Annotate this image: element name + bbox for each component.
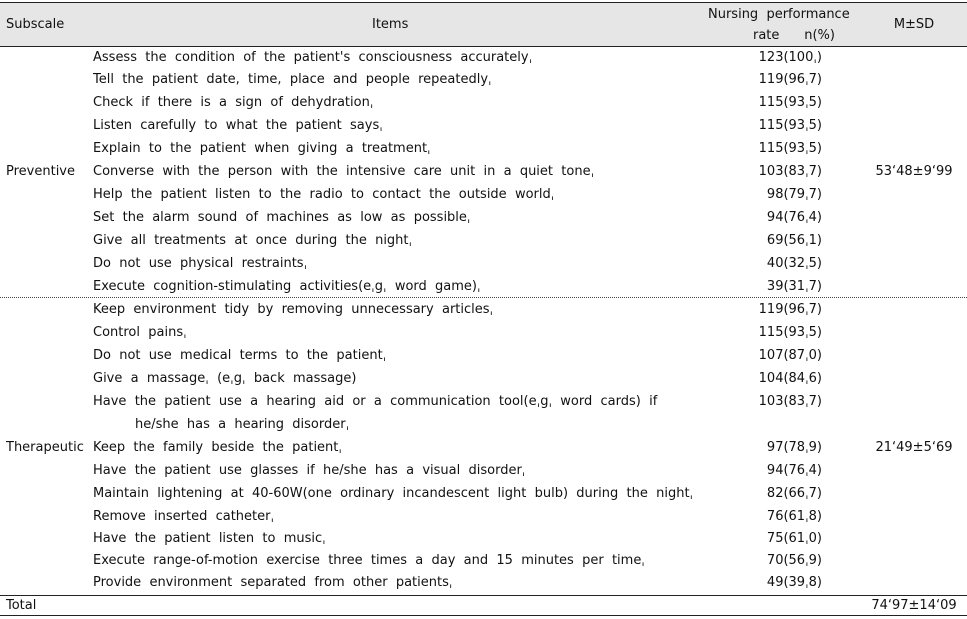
table-row-item: Give a massageˌ (eˌgˌ back massage)	[93, 371, 357, 386]
table-row-rate: 49(39ˌ8)	[766, 575, 822, 590]
table-row-rate: 97(78ˌ9)	[766, 440, 822, 455]
table-row-item-continuation: he/she has a hearing disorderˌ	[135, 417, 350, 432]
table-row-rate: 119(96ˌ7)	[758, 302, 822, 317]
table-row-rate: 69(56ˌ1)	[766, 233, 822, 248]
table-row-item: Assess the condition of the patient's consciousness accuratelyˌ	[93, 50, 533, 65]
table-row-item: Have the patient use glasses if he/she has a visual disorderˌ	[93, 463, 526, 478]
total-msd: 74‘97±14‘09	[871, 598, 957, 613]
table-row-item: Help the patient listen to the radio to contact the outside worldˌ	[93, 187, 555, 202]
table-row-rate: 98(79ˌ7)	[766, 187, 822, 202]
header-msd: M±SD	[893, 17, 935, 32]
therapeutic-msd: 21‘49±5‘69	[875, 440, 953, 455]
preventive-msd: 53‘48±9‘99	[875, 164, 953, 179]
table-row-item: Execute range-of-motion exercise three times a day and 15 minutes per timeˌ	[93, 553, 645, 568]
header-bottom-rule	[0, 46, 967, 47]
header-items: Items	[372, 17, 409, 32]
subscale-therapeutic: Therapeutic	[6, 440, 84, 455]
table-row-rate: 39(31ˌ7)	[766, 279, 822, 294]
table-row-item: Tell the patient date, time, place and people repeatedlyˌ	[93, 72, 492, 87]
table-row-rate: 107(87ˌ0)	[758, 348, 822, 363]
section-divider	[0, 297, 967, 298]
subscale-preventive: Preventive	[6, 164, 75, 179]
table-row-item: Have the patient listen to musicˌ	[93, 531, 326, 546]
table-row-item: Provide environment separated from other patientsˌ	[93, 575, 453, 590]
table-row-rate: 115(93ˌ5)	[758, 325, 822, 340]
table-row-item: Execute cognition-stimulating activities(eˌgˌ word game)ˌ	[93, 279, 481, 294]
table-row-item: Do not use medical terms to the patientˌ	[93, 348, 387, 363]
table-row-rate: 115(93ˌ5)	[758, 141, 822, 156]
table-row-item: Do not use physical restraintsˌ	[93, 256, 308, 271]
table-row-rate: 75(61ˌ0)	[766, 531, 822, 546]
table-row-item: Explain to the patient when giving a treatmentˌ	[93, 141, 431, 156]
table-row-rate: 119(96ˌ7)	[758, 72, 822, 87]
table-row-item: Control painsˌ	[93, 325, 187, 340]
table-row-rate: 82(66ˌ7)	[766, 486, 822, 501]
table-top-rule	[0, 2, 967, 3]
table-row-rate: 103(83ˌ7)	[758, 394, 822, 409]
table-row-item: Listen carefully to what the patient saysˌ	[93, 118, 383, 133]
table-row-item: Remove inserted catheterˌ	[93, 509, 275, 524]
table-row-item: Give all treatments at once during the nightˌ	[93, 233, 413, 248]
table-bottom-rule	[0, 615, 967, 616]
header-rate-line2: rate n(%)	[753, 28, 835, 43]
table-row-item: Keep the family beside the patientˌ	[93, 440, 342, 455]
table-row-rate: 40(32ˌ5)	[766, 256, 822, 271]
table-row-rate: 94(76ˌ4)	[766, 210, 822, 225]
table-row-item: Set the alarm sound of machines as low as possibleˌ	[93, 210, 471, 225]
table-row-item: Maintain lightening at 40-60W(one ordinary incandescent light bulb) during the nightˌ	[93, 486, 694, 501]
table-row-item: Check if there is a sign of dehydrationˌ	[93, 95, 374, 110]
table-row-rate: 104(84ˌ6)	[758, 371, 822, 386]
table-row-rate: 115(93ˌ5)	[758, 95, 822, 110]
table-row-rate: 70(56ˌ9)	[766, 553, 822, 568]
table-row-item: Have the patient use a hearing aid or a communication tool(eˌgˌ word cards) if	[93, 394, 658, 409]
header-subscale: Subscale	[6, 17, 65, 32]
table-row-rate: 76(61ˌ8)	[766, 509, 822, 524]
table-row-rate: 115(93ˌ5)	[758, 118, 822, 133]
header-rate-line1: Nursing performance	[708, 7, 850, 22]
total-top-rule	[0, 595, 967, 596]
total-label: Total	[6, 598, 37, 613]
table-row-rate: 94(76ˌ4)	[766, 463, 822, 478]
table-row-rate: 123(100ˌ)	[758, 50, 822, 65]
table-row-rate: 103(83ˌ7)	[758, 164, 822, 179]
table-row-item: Keep environment tidy by removing unnecessary articlesˌ	[93, 302, 494, 317]
table-row-item: Converse with the person with the intensive care unit in a quiet toneˌ	[93, 164, 595, 179]
